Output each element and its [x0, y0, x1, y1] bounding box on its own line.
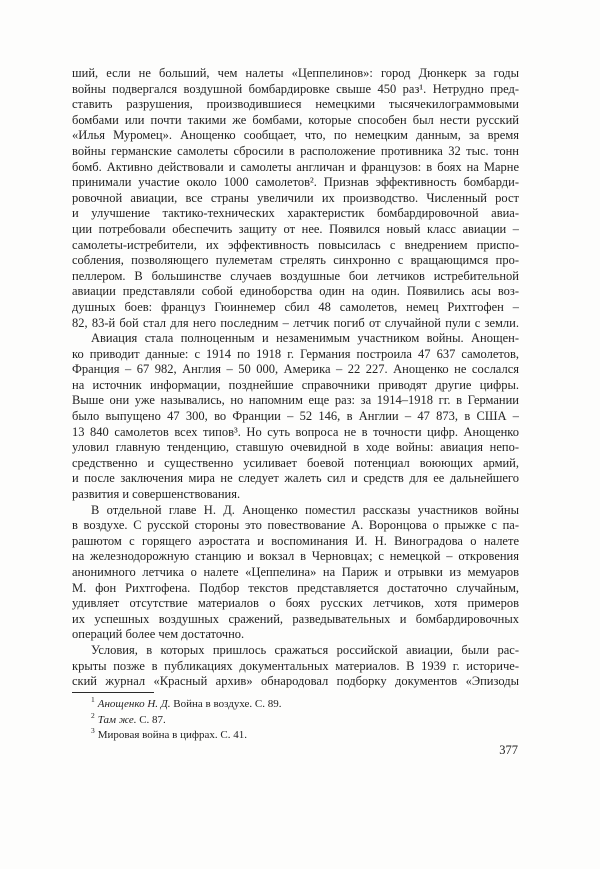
text-line: Выше они уже назывались, но напомним еще раз: за 1914–1918 гг. в Германии — [72, 393, 519, 408]
text-line: ровочной авиации, все страны увеличили их производство. Численный рост — [72, 190, 519, 205]
footnotes-block — [72, 697, 519, 744]
text-line: М. фон Рихтгофена. Подбор текстов представляется достаточно случайным, — [72, 580, 519, 595]
text-line: рашютом с горящего аэростата и воспоминания И. Н. Виноградова о налете — [72, 533, 519, 548]
text-line: самолеты-истребители, их эффективность повысилась с внедрением приспо- — [72, 237, 519, 252]
text-line: ставить разрушения, производившиеся немецкими тысячекилограммовыми — [72, 97, 519, 112]
text-line: 82, 83-й бой стал для него последним – летчик погиб от случайной пули с земли. — [72, 315, 519, 330]
footnote-number: 2 — [91, 710, 95, 720]
text-line: их успешных воздушных сражений, разведывательных и бомбардировочных — [72, 611, 519, 626]
footnote — [72, 710, 519, 729]
footnote — [72, 728, 519, 744]
footnote — [72, 697, 519, 713]
text-line: бомб. Активно действовали и самолеты англичан и французов: в боях на Марне — [72, 159, 519, 174]
page-number: 377 — [499, 743, 518, 757]
text-line: войны подвергался воздушной бомбардировке свыше 450 раз¹. Нетрудно пред- — [72, 81, 519, 96]
text-line: авиации представляли собой единоборства один на один. Появились асы воз- — [72, 284, 519, 299]
text-line: ский журнал «Красный архив» обнародовал подборку документов «Эпизоды — [72, 674, 519, 689]
text-line: Франция – 67 982, Англия – 50 000, Америка – 22 227. Анощенко не сослался — [72, 362, 519, 377]
text-line: было выпущено 47 300, во Франции – 52 146, в Англии – 47 873, в США – — [72, 409, 519, 424]
text-line: ции потребовали обеспечить защиту от нее. Появился новый класс авиации – — [72, 221, 519, 236]
paragraph-start-line: Условия, в которых пришлось сражаться российской авиации, были рас- — [91, 642, 519, 657]
footnote-text: Война в воздухе. С. 89. — [170, 698, 282, 710]
text-line: принимали участие около 1000 самолетов². Признав эффективность бомбарди- — [72, 175, 519, 190]
paragraph-start-line: В отдельной главе Н. Д. Анощенко поместил рассказы участников войны — [91, 502, 519, 517]
footnote-source-italic: Там же. — [97, 713, 137, 726]
text-line: войны германские самолеты сбросили в расположение противника 32 тыс. тонн — [72, 143, 519, 158]
footnote-text: Мировая война в цифрах. С. 41. — [97, 729, 247, 741]
paragraph-end-line: развития и совершенствования. — [72, 487, 241, 502]
text-line: бомбами или почти такими же бомбами, которые способен был нести русский — [72, 112, 519, 127]
text-line: душных боев: француз Гюиннемер сбил 48 самолетов, немец Рихтгофен – — [72, 299, 519, 314]
text-line: на источник информации, позднейшие справочники приводят другие цифры. — [72, 377, 519, 392]
footnote-number: 1 — [91, 695, 95, 705]
text-line: средственно и существенно усиливает боевой потенциал воюющих армий, — [72, 455, 519, 470]
text-line: ко приводит данные: с 1914 по 1918 г. Германия построила 47 637 самолетов, — [72, 346, 519, 361]
text-line: анонимного летчика о налете «Цеппелина» на Париж и отрывки из мемуаров — [72, 565, 519, 579]
footnote-source-italic: Анощенко Н. Д. — [97, 698, 171, 710]
text-line: уловил главную тенденцию, ставшую очевидной в ходе войны: авиация непо- — [72, 440, 519, 455]
paragraph-end-line: операций более чем достаточно. — [72, 627, 245, 642]
text-line: на железнодорожную станцию и вокзал в Черновцах; с немецкой – откровения — [72, 549, 519, 564]
text-line: и улучшение тактико-технических характеристик бомбардировочной авиа- — [72, 206, 519, 221]
footnote-text: С. 87. — [136, 713, 166, 726]
text-line: пеллером. В большинстве случаев воздушные бои летчиков истребительной — [72, 268, 519, 283]
text-line: удивляет отсутствие материалов о боях русских летчиков, хотя примеров — [72, 596, 519, 611]
text-line: крыты позже в публикациях документальных материалов. В 1939 г. историче- — [72, 658, 519, 673]
text-line: 13 840 самолетов всех типов³. Но суть вопроса не в точности цифр. Анощенко — [72, 424, 519, 439]
paragraph-start-line: Авиация стала полноценным и незаменимым участником войны. Анощен- — [91, 331, 519, 346]
text-line: в воздухе. С русской стороны это повествование А. Воронцова о прыжке с па- — [72, 518, 519, 533]
text-line: «Илья Муромец». Анощенко сообщает, что, по немецким данным, за время — [72, 128, 519, 143]
text-line: ший, если не больший, чем налеты «Цеппелинов»: город Дюнкерк за годы — [72, 66, 519, 80]
footnote-number: 3 — [91, 726, 95, 736]
text-line: собления, позволяющего пулеметам стрелять синхронно с вращающимся про- — [72, 253, 519, 268]
footnote-separator-rule — [72, 692, 154, 693]
text-line: и после заключения мира не следует жалеть сил и средств для ее дальнейшего — [72, 471, 519, 486]
body-text-block — [72, 66, 519, 690]
